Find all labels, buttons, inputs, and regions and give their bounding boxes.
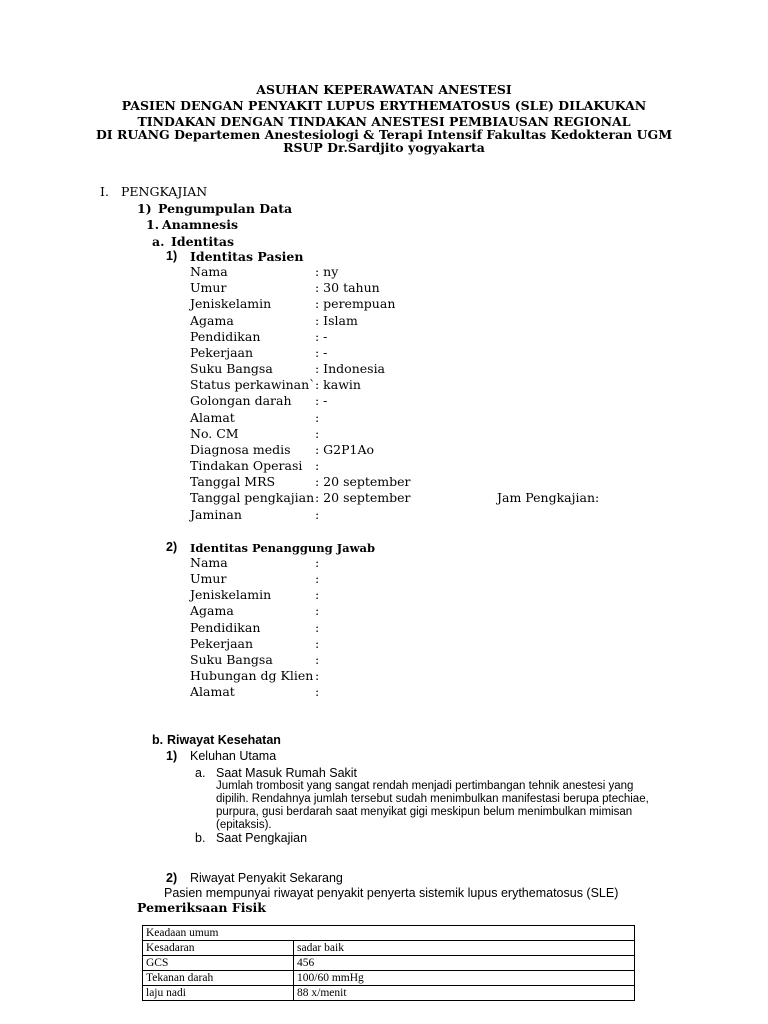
field-value: : (315, 571, 320, 586)
masuk-number: a. (195, 766, 206, 780)
field-value: : (315, 507, 320, 522)
masuk-text-line: purpura, gusi berdarah saat menyikat gigi meskipun belum menimbulkan mimisan (216, 806, 633, 818)
masuk-title: Saat Masuk Rumah Sakit (216, 766, 358, 780)
field-value: : Islam (315, 313, 358, 328)
field-value: : 20 september (315, 474, 411, 489)
field-label: Diagnosa medis (190, 442, 291, 457)
field-label: Agama (190, 603, 234, 618)
field-label: Alamat (190, 684, 235, 699)
table-key-cell: Tekanan darah (143, 971, 294, 986)
sekarang-text: Pasien mempunyai riwayat penyakit penyerta sistemik lupus erythematosus (SLE) (164, 886, 619, 900)
sekarang-number: 2) (166, 871, 178, 885)
table-value-cell: 100/60 mmHg (294, 971, 635, 986)
field-value: : (315, 587, 320, 602)
field-value: : (315, 458, 320, 473)
field-label: Umur (190, 571, 227, 586)
field-row (0, 684, 768, 700)
field-value: : (315, 555, 320, 570)
doc-title-line-5: RSUP Dr.Sardjito yogyakarta (283, 140, 485, 155)
field-value: : - (315, 393, 328, 408)
field-label: Suku Bangsa (190, 652, 273, 667)
table-value-cell: 88 x/menit (294, 986, 635, 1001)
field-row (0, 587, 768, 603)
field-value: : 30 tahun (315, 280, 380, 295)
field-label: No. CM (190, 426, 239, 441)
subsection-number: 1) (137, 201, 152, 216)
field-row (0, 490, 768, 506)
field-row (0, 377, 768, 393)
field-row (0, 296, 768, 312)
field-label: Tindakan Operasi (190, 458, 303, 473)
field-label: Jeniskelamin (190, 587, 272, 602)
riwayat-title: Riwayat Kesehatan (167, 733, 281, 747)
identitas-pasien-number: 1) (166, 249, 178, 263)
masuk-text-line: dipilih. Rendahnya jumlah tersebut sudah menimbulkan manifestasi berupa ptechiae, (216, 793, 649, 805)
field-value: : (315, 684, 320, 699)
field-row (0, 410, 768, 426)
field-label: Umur (190, 280, 227, 295)
field-value: : - (315, 329, 328, 344)
section-title: PENGKAJIAN (121, 184, 208, 199)
field-label: Status perkawinan` (190, 377, 316, 392)
field-value: : ny (315, 264, 339, 279)
field-row (0, 329, 768, 345)
masuk-text-line: Jumlah trombosit yang sangat rendah menjadi pertimbangan tehnik anestesi yang (216, 780, 634, 792)
table-row (143, 971, 635, 986)
field-value: : (315, 652, 320, 667)
field-label: Jaminan (190, 507, 242, 522)
field-row (0, 264, 768, 280)
field-row (0, 345, 768, 361)
doc-title-line-1: ASUHAN KEPERAWATAN ANESTESI (256, 82, 512, 97)
field-label: Pekerjaan (190, 345, 254, 360)
field-row (0, 636, 768, 652)
field-label: Pendidikan (190, 620, 261, 635)
field-row (0, 313, 768, 329)
field-row (0, 442, 768, 458)
field-value: : (315, 603, 320, 618)
field-value: : G2P1Ao (315, 442, 375, 457)
field-label: Jeniskelamin (190, 296, 272, 311)
doc-title-line-4: DI RUANG Departemen Anestesiologi & Terapi Intensif Fakultas Kedokteran UGM (95, 127, 673, 142)
field-row (0, 361, 768, 377)
field-row (0, 280, 768, 296)
anamnesis-title: Anamnesis (162, 217, 238, 232)
table-row (143, 941, 635, 956)
field-label: Agama (190, 313, 234, 328)
field-value: : perempuan (315, 296, 396, 311)
field-label: Pendidikan (190, 329, 261, 344)
field-row (0, 393, 768, 409)
field-row (0, 668, 768, 684)
field-row (0, 474, 768, 490)
doc-title-line-3: TINDAKAN DENGAN TINDAKAN ANESTESI PEMBIAUSAN REGIONAL (137, 114, 631, 129)
table-key-cell: Kesadaran (143, 941, 294, 956)
field-row (0, 555, 768, 571)
field-value: : 20 september (315, 490, 411, 505)
field-row (0, 458, 768, 474)
pengkajian-number: b. (195, 831, 206, 845)
field-row (0, 652, 768, 668)
keluhan-title: Keluhan Utama (190, 749, 277, 763)
field-label: Pekerjaan (190, 636, 254, 651)
jam-pengkajian-label: Jam Pengkajian: (497, 490, 600, 505)
field-value: : (315, 636, 320, 651)
riwayat-number: b. (152, 733, 164, 747)
sekarang-title: Riwayat Penyakit Sekarang (190, 871, 343, 885)
field-label: Nama (190, 264, 228, 279)
field-label: Golongan darah (190, 393, 292, 408)
pemeriksaan-title: Pemeriksaan Fisik (137, 900, 266, 915)
identitas-number: a. (152, 234, 165, 249)
table-row (143, 986, 635, 1001)
table-row (143, 956, 635, 971)
keluhan-number: 1) (166, 749, 178, 763)
identitas-title: Identitas (171, 234, 235, 249)
field-label: Alamat (190, 410, 235, 425)
field-value: : (315, 668, 320, 683)
field-row (0, 620, 768, 636)
field-row (0, 507, 768, 523)
field-label: Tanggal MRS (190, 474, 276, 489)
field-row (0, 603, 768, 619)
doc-title-line-2: PASIEN DENGAN PENYAKIT LUPUS ERYTHEMATOSUS (SLE) DILAKUKAN (121, 98, 647, 113)
field-row (0, 426, 768, 442)
table-value-cell: sadar baik (294, 941, 635, 956)
table-key-cell: GCS (143, 956, 294, 971)
table-header-cell: Keadaan umum (143, 926, 635, 941)
field-label: Hubungan dg Klien (190, 668, 314, 683)
field-value: : - (315, 345, 328, 360)
identitas-pasien-title: Identitas Pasien (190, 249, 304, 264)
masuk-text-line: (epitaksis). (216, 819, 272, 831)
penanggung-jawab-number: 2) (166, 540, 178, 554)
anamnesis-number: 1. (146, 217, 160, 232)
field-label: Nama (190, 555, 228, 570)
field-row (0, 571, 768, 587)
pemeriksaan-table (142, 925, 635, 1001)
table-key-cell: laju nadi (143, 986, 294, 1001)
table-value-cell: 456 (294, 956, 635, 971)
field-label: Suku Bangsa (190, 361, 273, 376)
field-value: : (315, 410, 320, 425)
penanggung-jawab-title: Identitas Penanggung Jawab (190, 541, 375, 555)
field-value: : Indonesia (315, 361, 386, 376)
subsection-title: Pengumpulan Data (158, 201, 293, 216)
pengkajian-title: Saat Pengkajian (216, 831, 308, 845)
field-value: : (315, 426, 320, 441)
table-row (143, 926, 635, 941)
field-label: Tanggal pengkajian (190, 490, 315, 505)
section-number: I. (100, 184, 109, 199)
field-value: : kawin (315, 377, 361, 392)
field-value: : (315, 620, 320, 635)
